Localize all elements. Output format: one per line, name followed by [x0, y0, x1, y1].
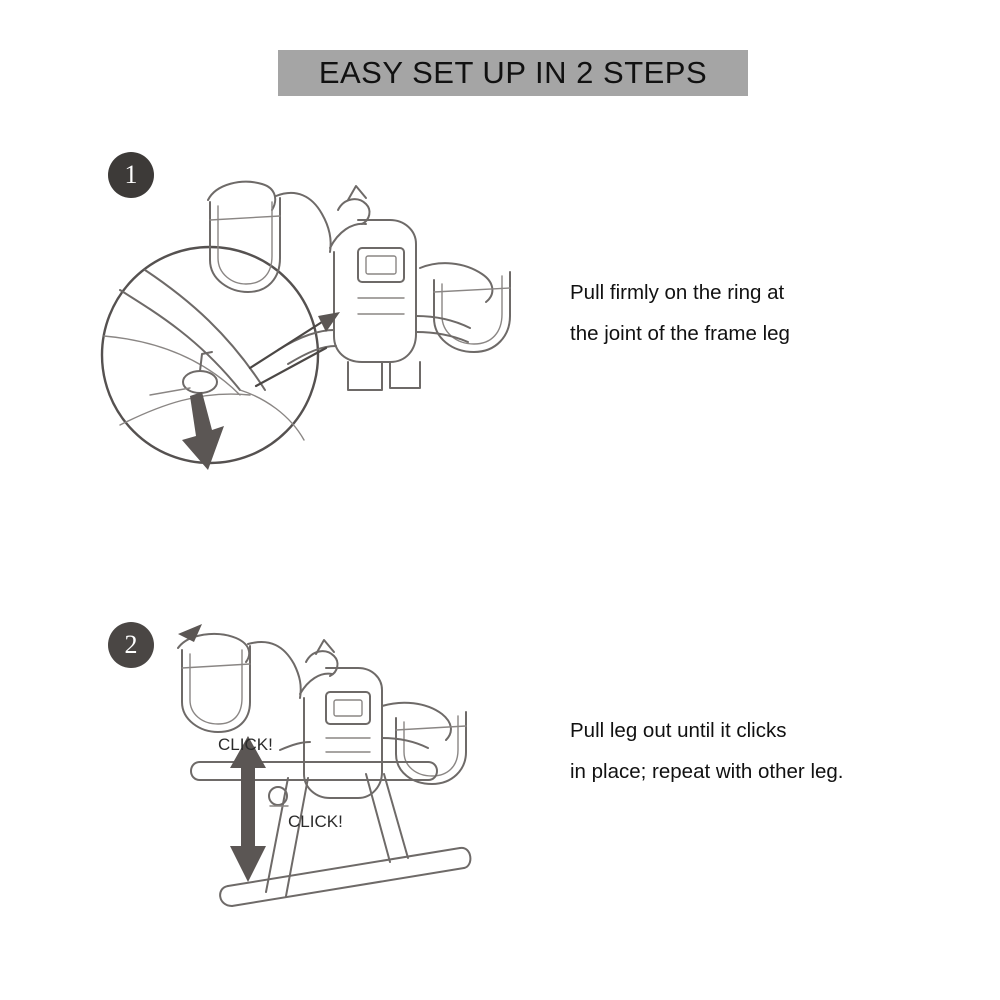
pedal-exerciser-ring-diagram — [90, 140, 560, 480]
step-2-instruction-line-2: in place; repeat with other leg. — [570, 760, 844, 783]
step-2-illustration — [160, 610, 580, 940]
step-1-block — [0, 130, 1000, 510]
step-2-number: 2 — [124, 630, 138, 659]
step-1-number: 1 — [124, 160, 138, 189]
step-1-instruction — [570, 272, 790, 354]
step-1-instruction-line-1: Pull firmly on the ring at — [570, 281, 785, 304]
step-2-instruction — [570, 710, 844, 792]
step-1-instruction-line-2: the joint of the frame leg — [570, 322, 790, 345]
click-callout-2: CLICK! — [288, 812, 343, 831]
click-callout-1: CLICK! — [218, 735, 273, 754]
step-1-illustration — [90, 140, 560, 480]
page-title-banner — [278, 50, 748, 96]
pedal-exerciser-leg-diagram — [160, 610, 580, 940]
step-2-number-badge — [108, 622, 154, 668]
step-2-instruction-line-1: Pull leg out until it clicks — [570, 719, 787, 742]
step-2-block — [0, 600, 1000, 960]
page-title: EASY SET UP IN 2 STEPS — [318, 55, 708, 90]
